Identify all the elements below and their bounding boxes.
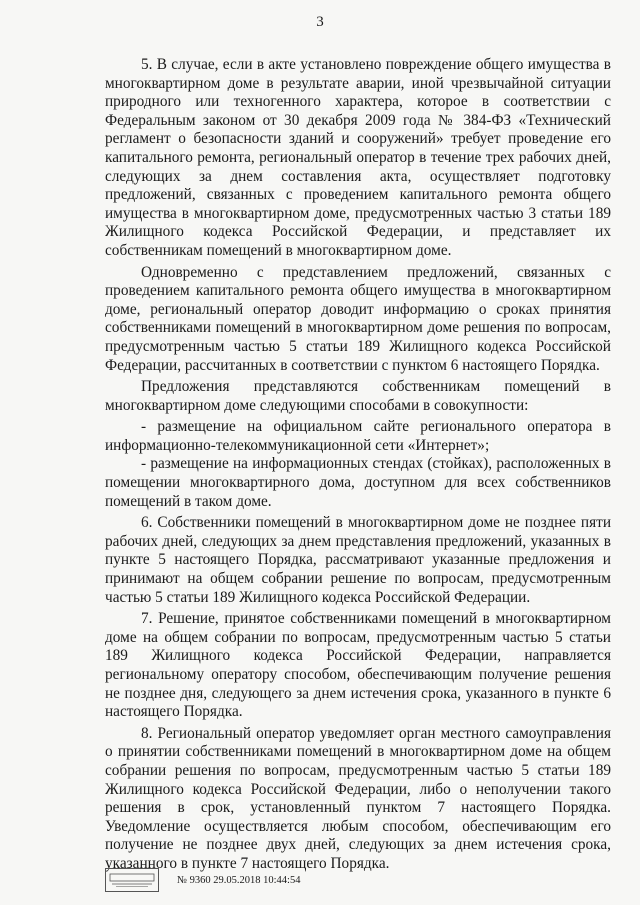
footer [105,868,300,892]
registration-number: № 9360 29.05.2018 10:44:54 [177,874,301,886]
registry-stamp-icon [105,868,159,892]
paragraph-8: 8. Региональный оператор уведомляет орган местного самоуправления о принятии собственниками помещений в многоквартирном доме на общем собрании решения по вопросам, предусмотренным частью 5 статьи 189 Жилищного кодекса Российской Федерации, либо о неполучении такого решения в срок, установленный пунктом 7 настоящего Порядка. Уведомление осуществляется любым способом, обеспечивающим его получение не позднее двух дней, следующих за днем истечения срока, указанного в пункте 7 настоящего Порядка. [105,724,611,872]
document-body [105,56,611,877]
page-number: 3 [316,14,324,30]
bullet-website: - размещение на официальном сайте регионального оператора в информационно-телекоммуникационной сети «Интернет»; [105,418,611,454]
paragraph-6: 6. Собственники помещений в многоквартирном доме не позднее пяти рабочих дней, следующих за днем представления предложений, указанных в пункте 5 настоящего Порядка, рассматривают указанные предложения и принимают на общем собрании решение по вопросам, предусмотренным частью 5 статьи 189 Жилищного кодекса Российской Федерации. [105,514,611,606]
bullet-stands: - размещение на информационных стендах (стойках), расположенных в помещении многоквартирного дома, доступном для всех собственников помещений в таком доме. [105,455,611,510]
paragraph-proposals: Предложения представляются собственникам помещений в многоквартирном доме следующими способами в совокупности: [105,378,611,414]
paragraph-5: 5. В случае, если в акте установлено повреждение общего имущества в многоквартирном доме в результате аварии, иной чрезвычайной ситуации природного или техногенного характера, которое в соответствии с Федеральным законом от 30 декабря 2009 года № 384-ФЗ «Технический регламент о безопасности зданий и сооружений» требует проведение его капитального ремонта, региональный оператор в течение трех рабочих дней, следующих за днем составления акта, осуществляет подготовку предложений, связанных с проведением капитального ремонта общего имущества в многоквартирном доме, предусмотренных частью 3 статьи 189 Жилищного кодекса Российской Федерации, и представляет их собственникам помещений в многоквартирном доме. [105,56,611,259]
paragraph-7: 7. Решение, принятое собственниками помещений в многоквартирном доме на общем собрании по вопросам, предусмотренным частью 5 статьи 189 Жилищного кодекса Российской Федерации, направляется региональному оператору способом, обеспечивающим получение решения не позднее дня, следующего за днем истечения срока, указанного в пункте 6 настоящего Порядка. [105,610,611,721]
paragraph-simultaneously: Одновременно с представлением предложений, связанных с проведением капитального ремонта общего имущества в многоквартирном доме, региональный оператор доводит информацию о сроках принятия собственниками помещений в многоквартирном доме решения по вопросам, предусмотренным частью 5 статьи 189 Жилищного кодекса Российской Федерации, рассчитанных в соответствии с пунктом 6 настоящего Порядка. [105,263,611,374]
